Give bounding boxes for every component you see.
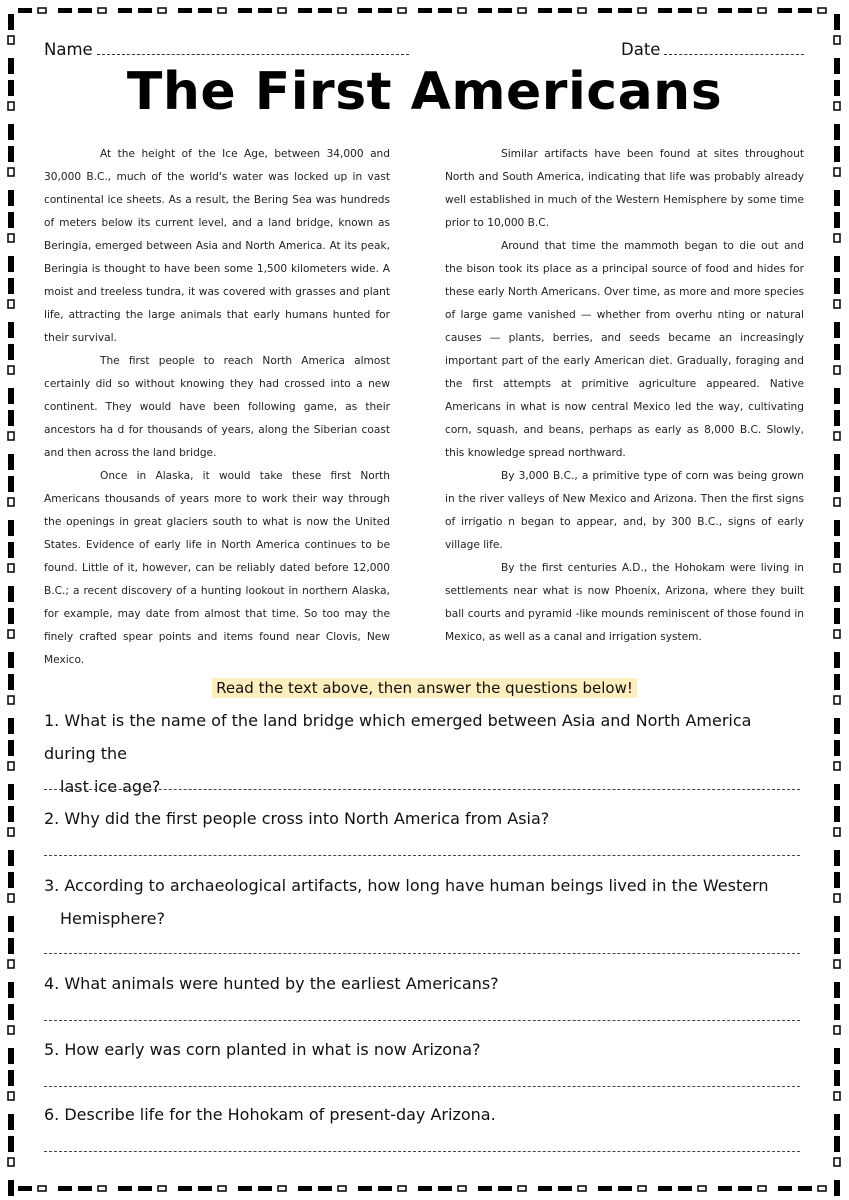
- page-title: The First Americans: [126, 62, 723, 122]
- instruction-banner: [0, 678, 849, 698]
- name-input-line[interactable]: [97, 54, 409, 55]
- passage-paragraph: The first people to reach North America almost certainly did so without knowing they had crossed into a new continent. They would have been following game, as their ancestors ha d for thousands of years, along the Siberian coast and then across the land bridge.: [44, 355, 390, 459]
- question-text: 3. According to archaeological artifacts, how long have human beings lived in the Western: [44, 876, 769, 895]
- question-text: 5. How early was corn planted in what is now Arizona?: [44, 1040, 481, 1059]
- question-3: [44, 869, 804, 935]
- answer-line-3[interactable]: [44, 953, 800, 954]
- answer-line-1[interactable]: [44, 789, 800, 790]
- passage-paragraph: Around that time the mammoth began to die out and the bison took its place as a principal source of food and hides for these early North Americans. Over time, as more and more species of large game vanished — whether from overhu nting or natural causes — plants, berries, and seeds became an increasingly important part of the early American diet. Gradually, foraging and the first attempts at primitive agriculture appeared. Native Americans in what is now central Mexico led the way, cultivating corn, squash, and beans, perhaps as early as 8,000 B.C. Slowly, this knowledge spread northward.: [445, 240, 804, 459]
- answer-line-2[interactable]: [44, 855, 800, 856]
- question-5: [44, 1033, 804, 1066]
- date-label: Date: [621, 40, 661, 59]
- passage-right-column: [445, 143, 804, 649]
- answer-line-5[interactable]: [44, 1086, 800, 1087]
- name-field: [44, 40, 409, 59]
- question-4: [44, 967, 804, 1000]
- passage-left-column: [44, 143, 390, 672]
- passage-paragraph: Once in Alaska, it would take these first North Americans thousands of years more to work their way through the openings in great glaciers south to what is now the United States. Evidence of early life in North America continues to be found. Little of it, however, can be reliably dated before 12,000 B.C.; a recent discovery of a hunting lookout in northern Alaska, for example, may date from almost that time. So too may the finely crafted spear points and items found near Clovis, New Mexico.: [44, 470, 390, 666]
- answer-line-4[interactable]: [44, 1020, 800, 1021]
- name-label: Name: [44, 40, 93, 59]
- answer-line-6[interactable]: [44, 1151, 800, 1152]
- date-input-line[interactable]: [664, 54, 804, 55]
- question-text-continued: Hemisphere?: [60, 909, 165, 928]
- question-text: 4. What animals were hunted by the earliest Americans?: [44, 974, 499, 993]
- passage-paragraph: At the height of the Ice Age, between 34,000 and 30,000 B.C., much of the world's water was locked up in vast continental ice sheets. As a result, the Bering Sea was hundreds of meters below its current level, and a land bridge, known as Beringia, emerged between Asia and North America. At its peak, Beringia is thought to have been some 1,500 kilometers wide. A moist and treeless tundra, it was covered with grasses and plant life, attracting the large animals that early humans hunted for their survival.: [44, 148, 390, 344]
- question-6: [44, 1098, 804, 1131]
- passage-paragraph: By 3,000 B.C., a primitive type of corn was being grown in the river valleys of New Mexico and Arizona. Then the first signs of irrigatio n began to appear, and, by 300 B.C., signs of early village life.: [445, 470, 804, 551]
- question-text: 1. What is the name of the land bridge which emerged between Asia and North America during the: [44, 711, 752, 763]
- passage-paragraph: By the first centuries A.D., the Hohokam were living in settlements near what is now Phoenix, Arizona, where they built ball courts and pyramid -like mounds reminiscent of those found in Mexico, as well as a canal and irrigation system.: [445, 562, 804, 643]
- passage-paragraph: Similar artifacts have been found at sites throughout North and South America, indicating that life was probably already well established in much of the Western Hemisphere by some time prior to 10,000 B.C.: [445, 148, 804, 229]
- question-text-continued: last ice age?: [60, 777, 161, 796]
- instruction-text: Read the text above, then answer the questions below!: [212, 678, 637, 698]
- question-2: [44, 802, 804, 835]
- question-text: 6. Describe life for the Hohokam of present-day Arizona.: [44, 1105, 496, 1124]
- date-field: [621, 40, 804, 59]
- question-text: 2. Why did the first people cross into North America from Asia?: [44, 809, 550, 828]
